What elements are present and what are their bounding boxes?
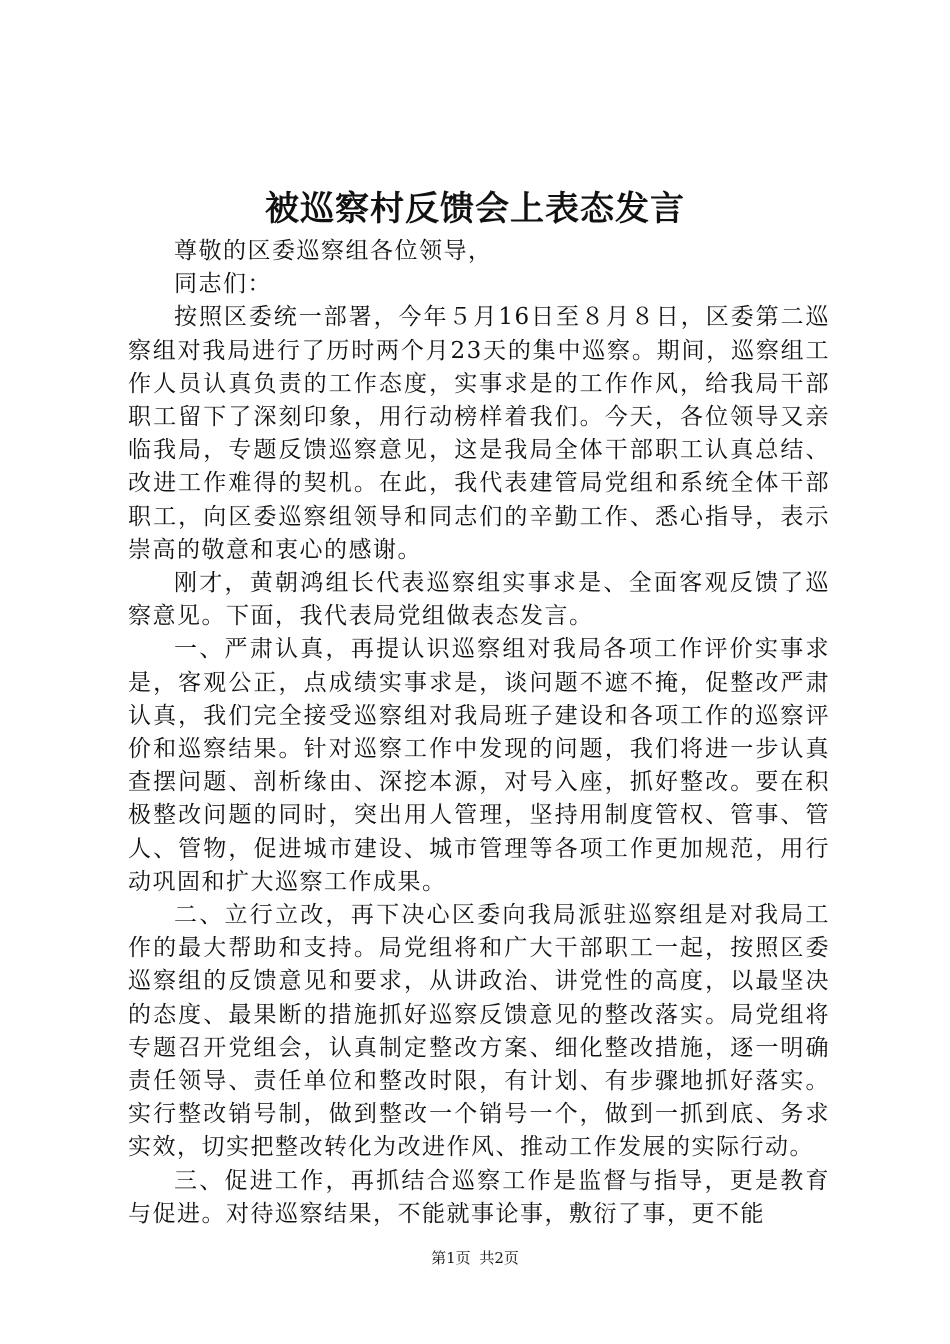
- document-title: 被巡察村反馈会上表态发言: [265, 189, 685, 229]
- body-paragraph: 按照区委统一部署，今年５月16日至８月８日，区委第二巡察组对我局进行了历时两个月23天的集中巡察。期间，巡察组工作人员认真负责的工作态度，实事求是的工作作风，给我局干部职工留下了深刻印象，用行动榜样着我们。今天，各位领导又亲临我局，专题反馈巡察意见，这是我局全体干部职工认真总结、改进工作难得的契机。在此，我代表建管局党组和系统全体干部职工，向区委巡察组领导和同志们的辛勤工作、悉心指导，表示崇高的敬意和衷心的感谢。: [128, 304, 830, 563]
- body-paragraph: 刚才，黄朝鸿组长代表巡察组实事求是、全面客观反馈了巡察意见。下面，我代表局党组做表态发言。: [128, 570, 830, 630]
- salutation-comrades: 同志们：: [174, 271, 272, 298]
- document-body: [128, 235, 830, 1231]
- page-number: 第1页: [431, 1249, 471, 1267]
- body-paragraph: 二、立行立改，再下决心区委向我局派驻巡察组是对我局工作的最大帮助和支持。局党组将和广大干部职工一起，按照区委巡察组的反馈意见和要求，从讲政治、讲党性的高度，以最坚决的态度、最果断的措施抓好巡察反馈意见的整改落实。局党组将专题召开党组会，认真制定整改方案、细化整改措施，逐一明确责任领导、责任单位和整改时限，有计划、有步骤地抓好落实。实行整改销号制，做到整改一个销号一个，做到一抓到底、务求实效，切实把整改转化为改进作风、推动工作发展的实际行动。: [128, 902, 830, 1161]
- body-paragraph: 一、严肃认真，再提认识巡察组对我局各项工作评价实事求是，客观公正，点成绩实事求是，谈问题不遮不掩，促整改严肃认真，我们完全接受巡察组对我局班子建设和各项工作的巡察评价和巡察结果。针对巡察工作中发现的问题，我们将进一步认真查摆问题、剖析缘由、深挖本源，对号入座，抓好整改。要在积极整改问题的同时，突出用人管理，坚持用制度管权、管事、管人、管物，促进城市建设、城市管理等各项工作更加规范，用行动巩固和扩大巡察工作成果。: [128, 636, 830, 895]
- body-paragraph: 三、促进工作，再抓结合巡察工作是监督与指导，更是教育与促进。对待巡察结果，不能就事论事，敷衍了事，更不能: [128, 1167, 830, 1227]
- salutation-line: 尊敬的区委巡察组各位领导，: [174, 238, 493, 264]
- page-footer: [0, 1248, 950, 1268]
- page-total: 共2页: [479, 1249, 519, 1267]
